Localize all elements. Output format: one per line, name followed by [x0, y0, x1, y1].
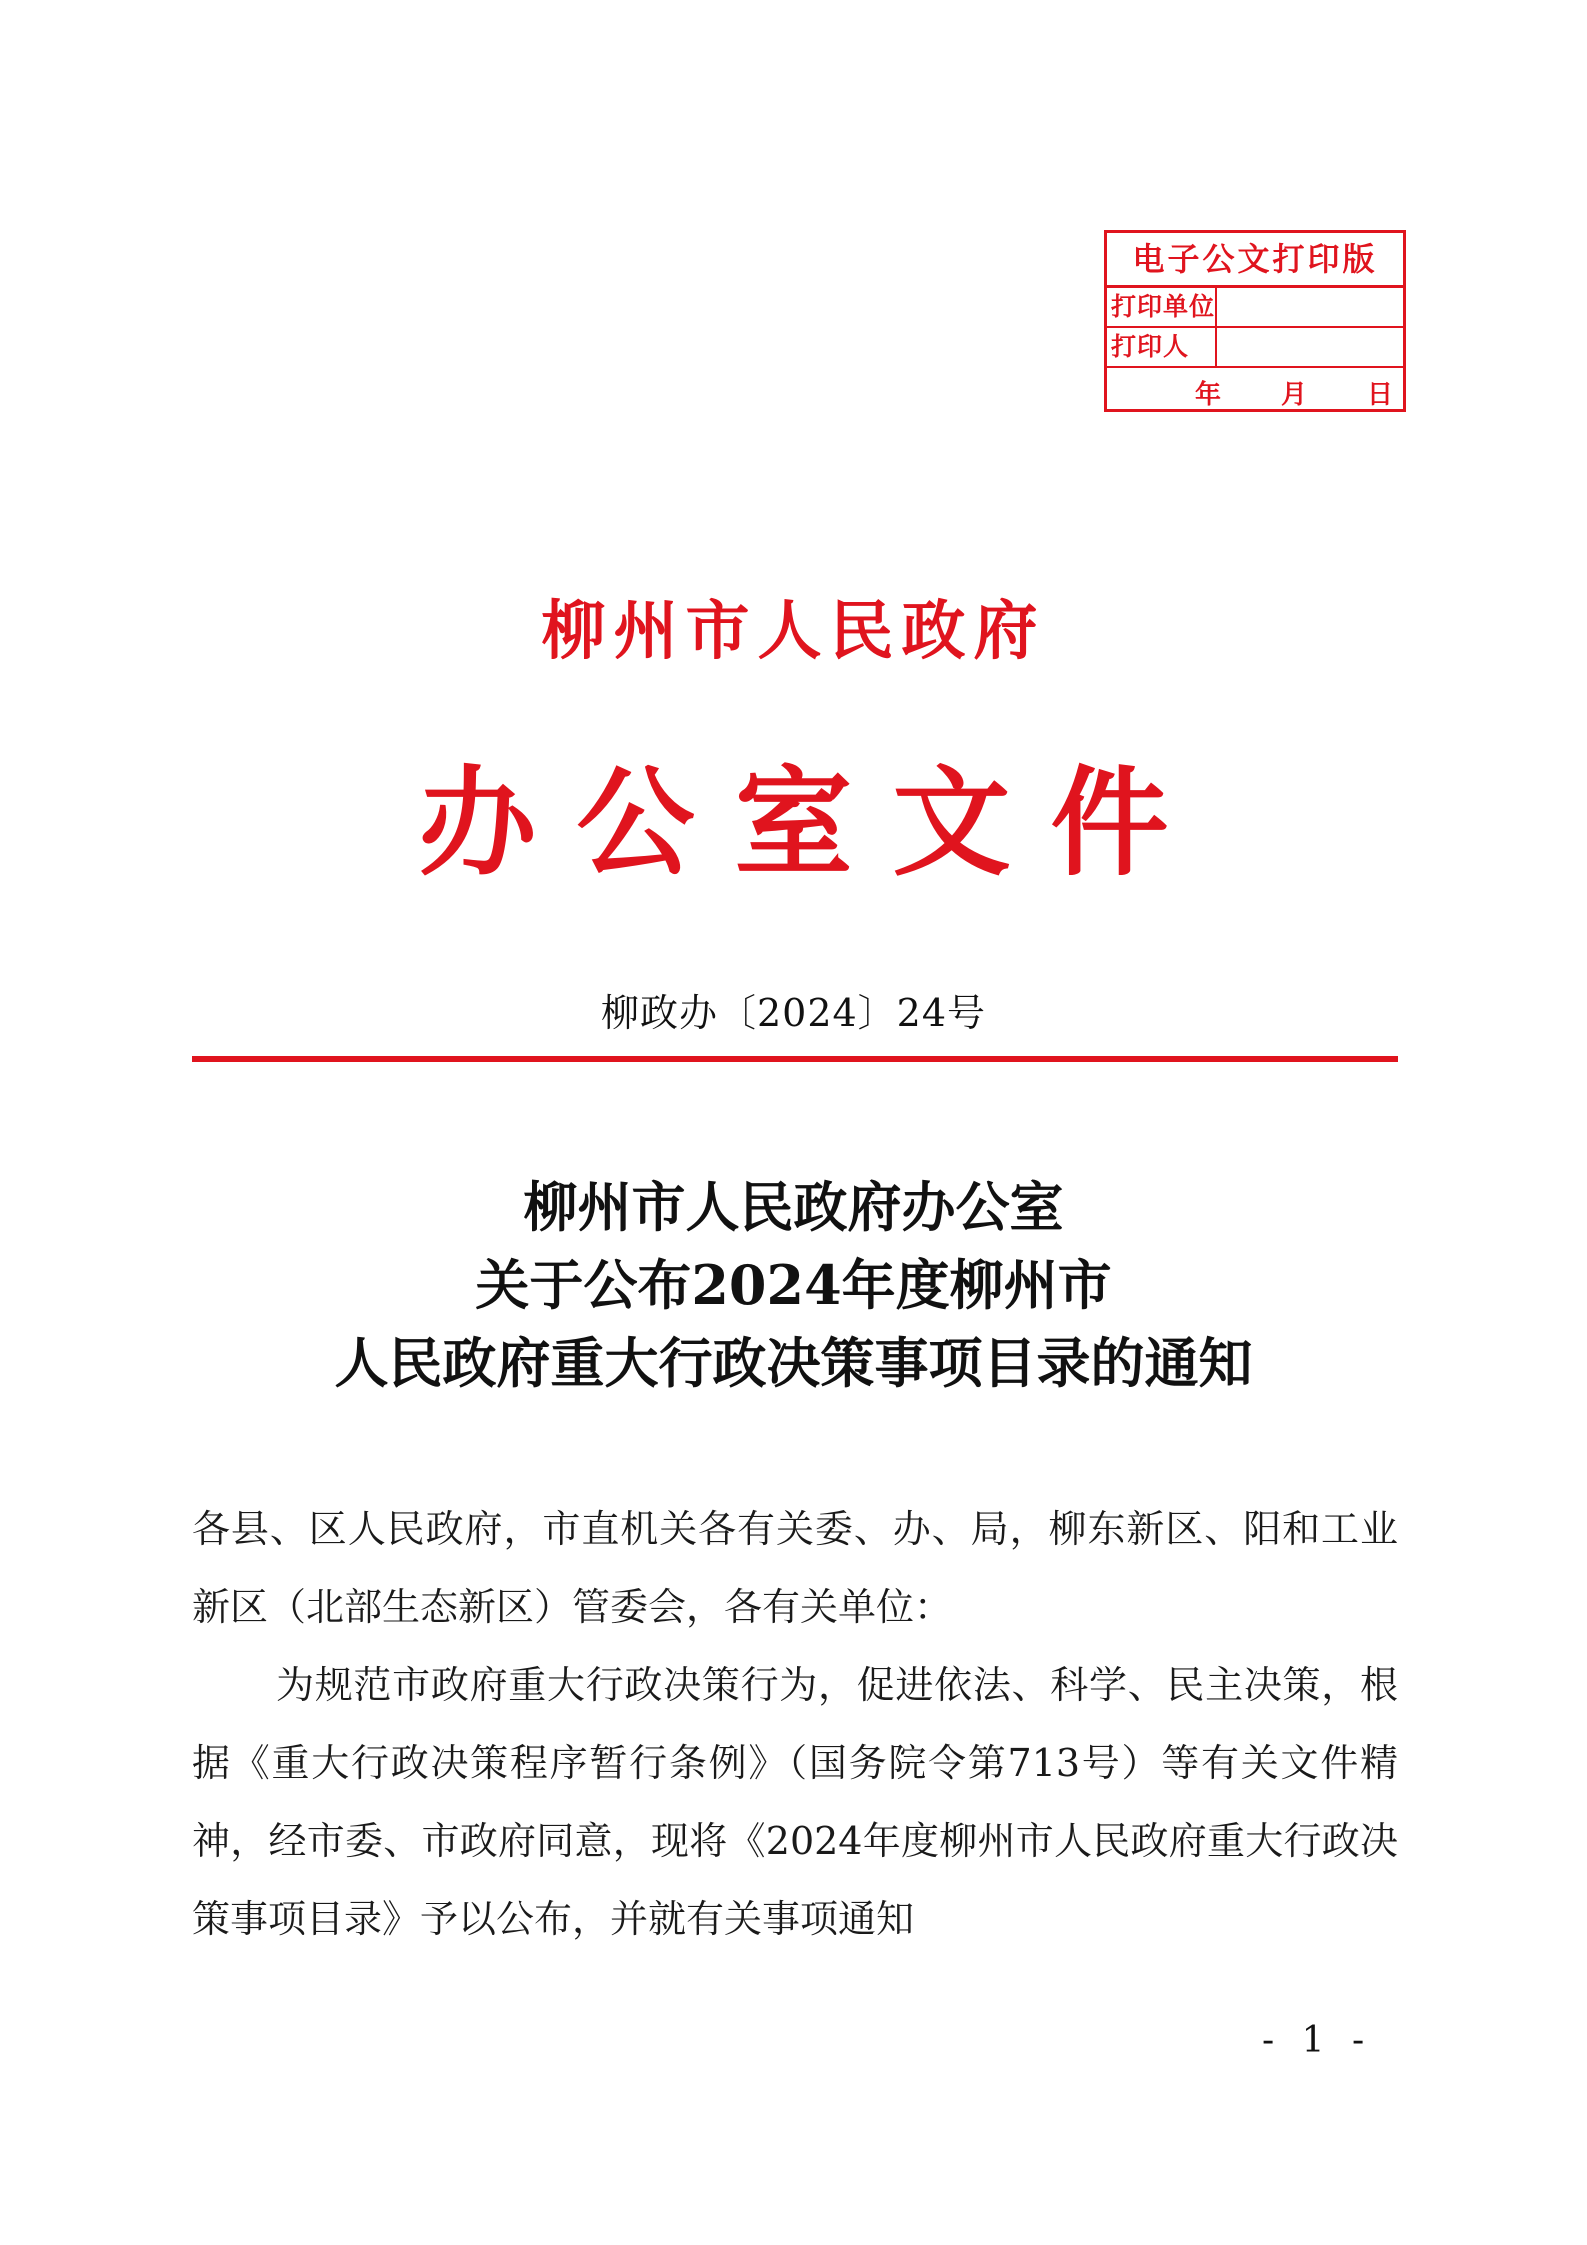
document-number: 柳政办〔2024〕24号	[600, 991, 987, 1035]
issuing-government: 柳州市人民政府	[541, 594, 1046, 669]
stamp-title: 电子公文打印版	[1107, 233, 1403, 288]
title-line-2: 关于公布2024年度柳州市	[475, 1253, 1112, 1317]
stamp-printer-value	[1217, 328, 1403, 366]
document-body	[192, 1490, 1398, 1958]
stamp-print-unit-value	[1217, 288, 1403, 326]
title-line-1: 柳州市人民政府办公室	[523, 1175, 1064, 1239]
stamp-date-row	[1107, 368, 1403, 416]
document-title	[0, 1168, 1587, 1402]
document-type-heading: 办公室文件	[418, 753, 1209, 892]
page-number: - 1 -	[1262, 2020, 1373, 2061]
stamp-day-label: 日	[1366, 379, 1393, 410]
title-line-3: 人民政府重大行政决策事项目录的通知	[334, 1331, 1253, 1395]
stamp-row-printer	[1107, 328, 1403, 368]
stamp-year-label: 年	[1194, 379, 1221, 410]
red-divider-line	[192, 1056, 1398, 1062]
salutation: 各县、区人民政府，市直机关各有关委、办、局，柳东新区、阳和工业新区（北部生态新区）管委会，各有关单位：	[192, 1507, 1398, 1629]
stamp-printer-label: 打印人	[1107, 328, 1217, 366]
electronic-print-stamp	[1104, 230, 1406, 412]
body-paragraph-1: 为规范市政府重大行政决策行为，促进依法、科学、民主决策，根据《重大行政决策程序暂行条例》（国务院令第713号）等有关文件精神，经市委、市政府同意，现将《2024年度柳州市人民政府重大行政决策事项目录》予以公布，并就有关事项通知	[192, 1663, 1398, 1941]
stamp-month-label: 月	[1280, 379, 1307, 410]
stamp-print-unit-label: 打印单位	[1107, 288, 1217, 326]
stamp-row-print-unit	[1107, 288, 1403, 328]
